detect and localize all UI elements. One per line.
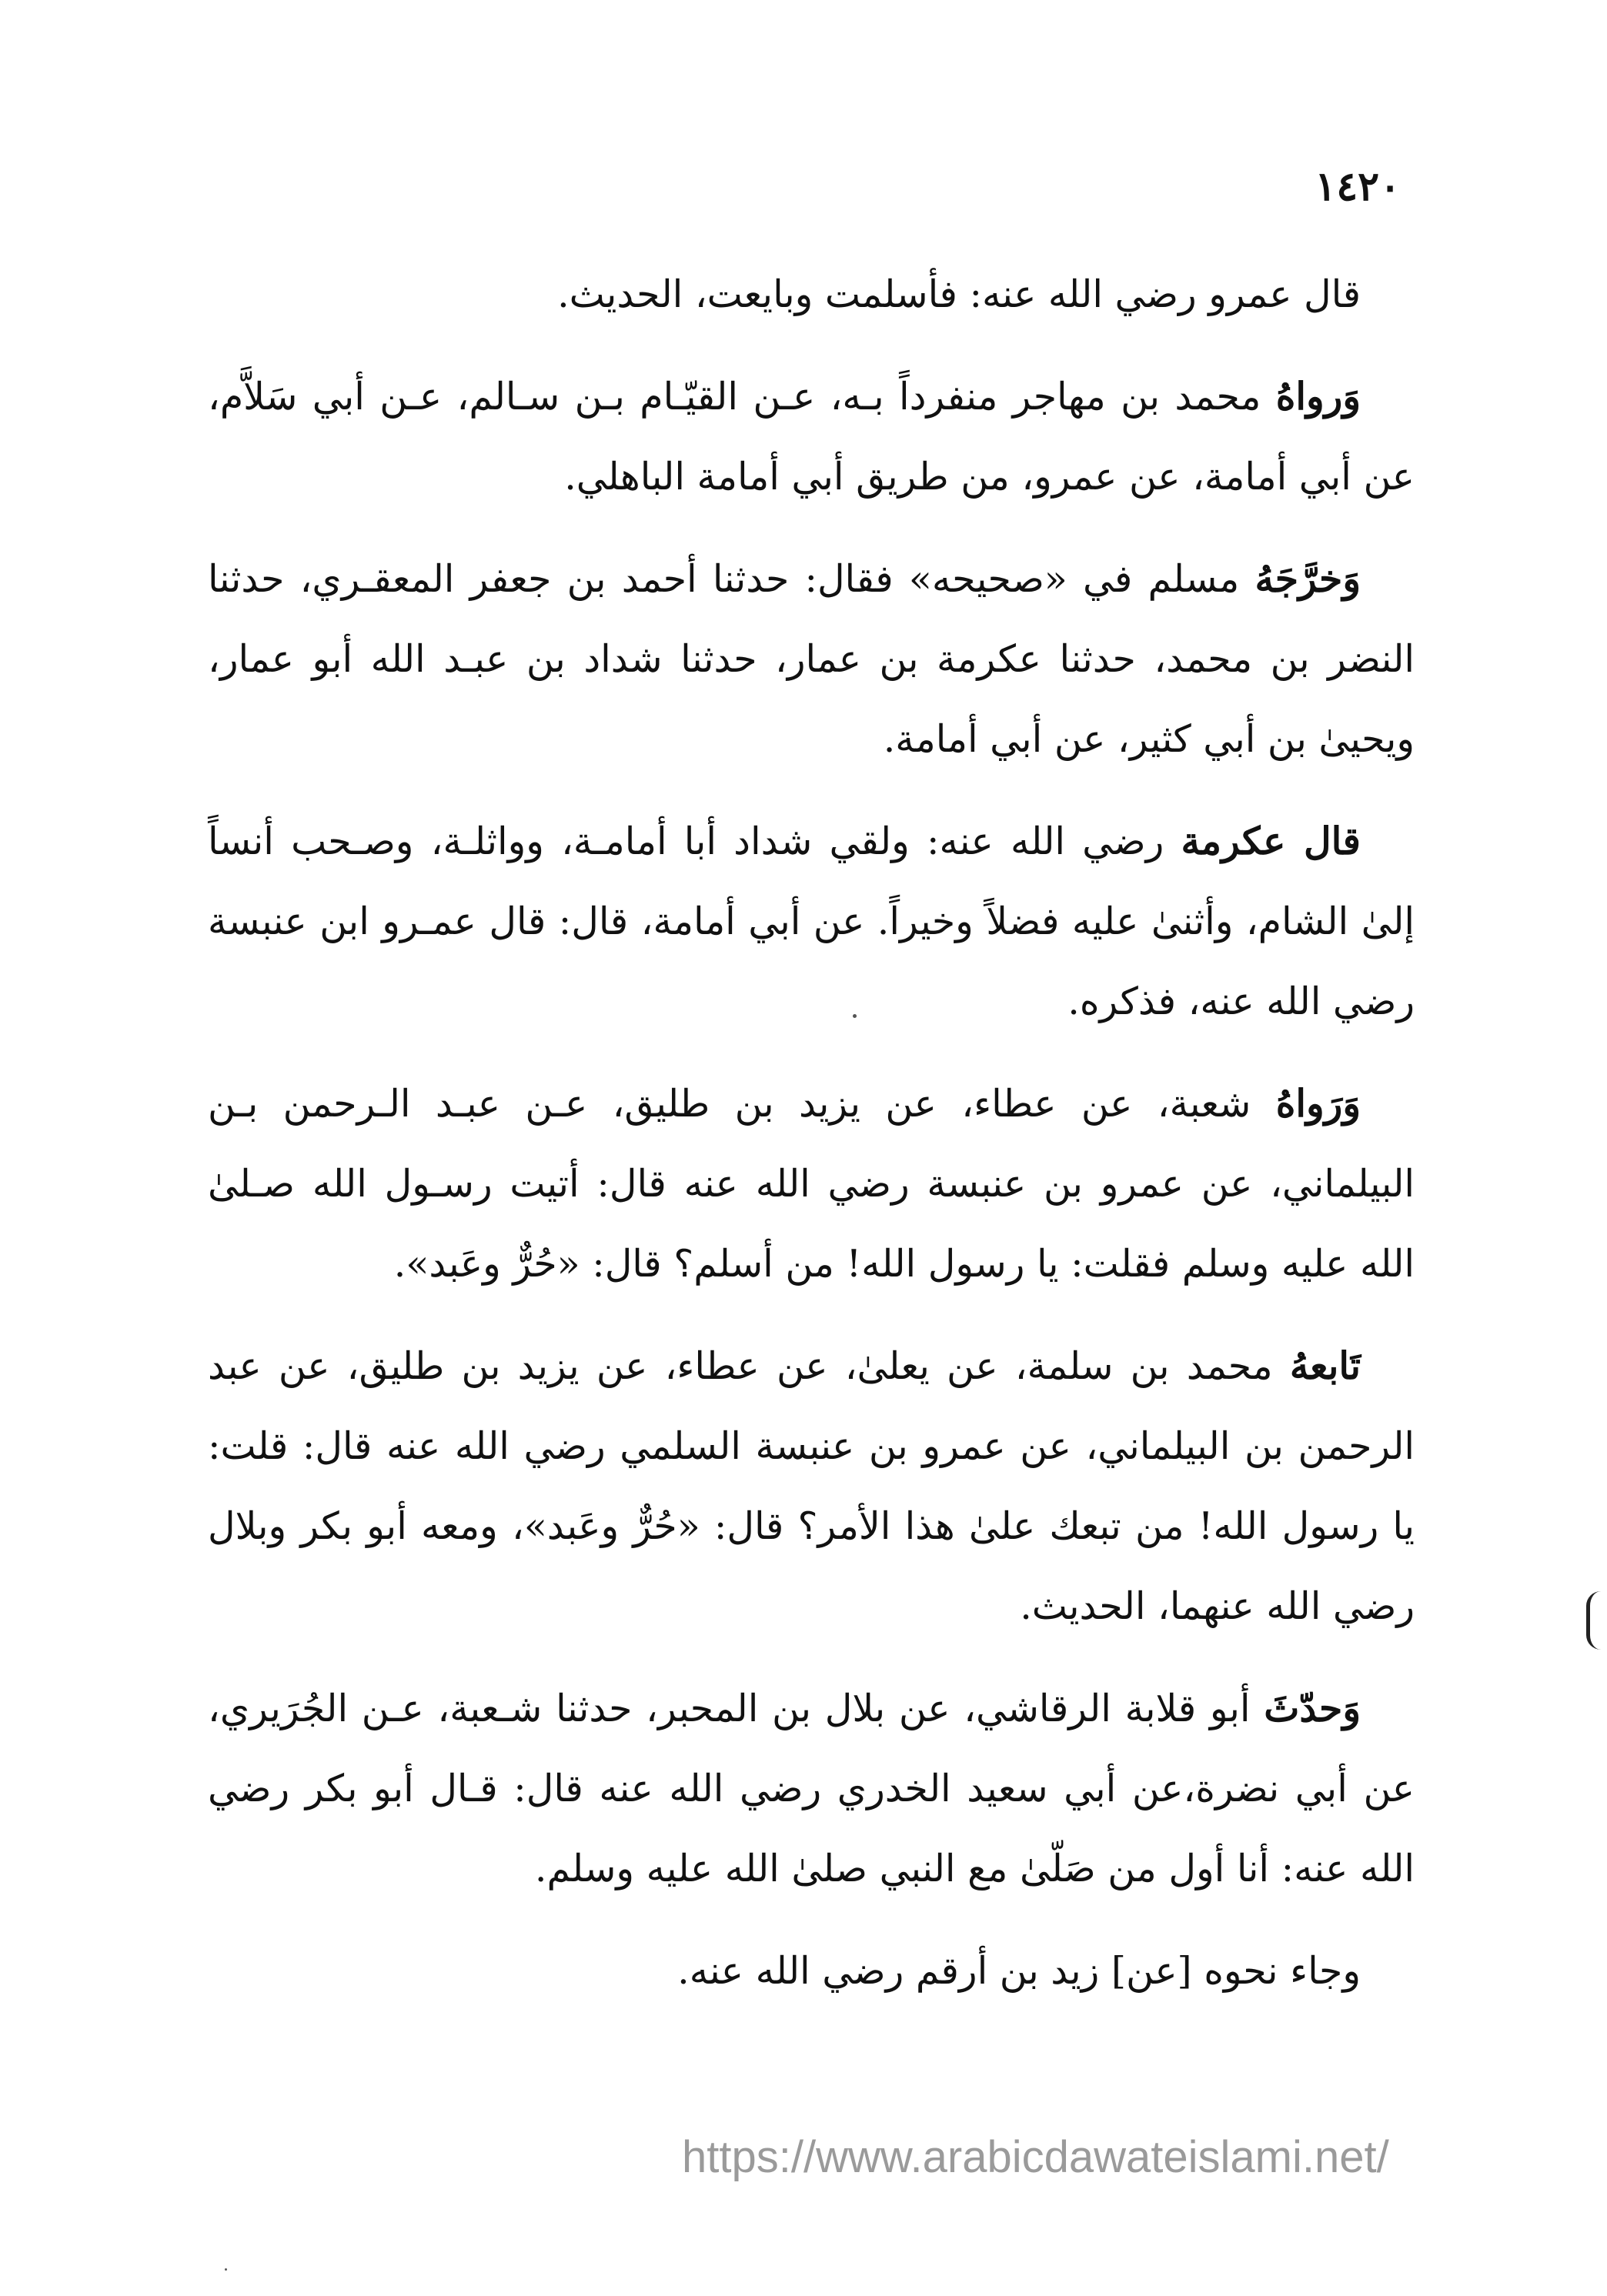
margin-bracket-mark bbox=[1586, 1591, 1601, 1650]
watermark-url[interactable]: https://www.arabicdawateislami.net/ bbox=[682, 2132, 1389, 2182]
paragraph-text: قال عمرو رضي الله عنه: فأسلمت وبايعت، الحديث. bbox=[557, 272, 1361, 316]
paragraph-1 bbox=[208, 254, 1415, 335]
page-body bbox=[208, 254, 1415, 2033]
paragraph-text: رضي الله عنه: ولقي شداد أبا أمامـة، وواثلـة، وصـحب أنساً إلىٰ الشام، وأثنىٰ عليه فضلاً وخيراً. عن أبي أمامة، قال: قال عمـرو ابن عنبسة رضي الله عنه، فذكره. bbox=[208, 819, 1415, 1023]
paragraph-lead: وَرَواهُ bbox=[1275, 1081, 1361, 1126]
paragraph-6 bbox=[208, 1326, 1415, 1647]
paragraph-8 bbox=[208, 1931, 1415, 2011]
paragraph-text: مسلم في «صحيحه» فقال: حدثنا أحمد بن جعفر المعقـري، حدثنا النضر بن محمد، حدثنا عكرمة بن عمار، حدثنا شداد بن عبـد الله أبو عمار، ويحيىٰ بن أبي كثير، عن أبي أمامة. bbox=[208, 557, 1415, 761]
scan-speck bbox=[853, 1014, 857, 1018]
paragraph-text: محمد بن سلمة، عن يعلىٰ، عن عطاء، عن يزيد بن طليق، عن عبد الرحمن بن البيلماني، عن عمرو بن عنبسة السلمي رضي الله عنه قال: قلت: يا رسول الله! من تبعك علىٰ هذا الأمر؟ قال: «حُرٌّ وعَبد»، ومعه أبو بكر وبلال رضي الله عنهما، الحديث. bbox=[208, 1344, 1415, 1628]
paragraph-5 bbox=[208, 1063, 1415, 1304]
paragraph-text: وجاء نحوه [عن] زيد بن أرقم رضي الله عنه. bbox=[677, 1949, 1361, 1993]
paragraph-7 bbox=[208, 1668, 1415, 1909]
paragraph-3 bbox=[208, 539, 1415, 779]
scan-speck bbox=[225, 2268, 227, 2271]
page-number: ١٤٢٠ bbox=[1315, 163, 1401, 210]
paragraph-lead: وَرواهُ bbox=[1275, 374, 1361, 419]
paragraph-lead: وَخرَّجَهُ bbox=[1255, 556, 1361, 601]
paragraph-text: أبو قلابة الرقاشي، عن بلال بن المحبر، حدثنا شـعبة، عـن الجُرَيري، عن أبي نضرة،عن أبي سعيد الخدري رضي الله عنه قال: قـال أبو بكر رضي الله عنه: أنا أول من صَلّىٰ مع النبي صلىٰ الله عليه وسلم. bbox=[208, 1687, 1415, 1891]
paragraph-lead: وَحدّثَ bbox=[1264, 1686, 1361, 1730]
paragraph-4 bbox=[208, 801, 1415, 1042]
paragraph-lead: تَابعهُ bbox=[1289, 1343, 1361, 1388]
paragraph-text: شعبة، عن عطاء، عن يزيد بن طليق، عـن عبـد الـرحمن بـن البيلماني، عن عمرو بن عنبسة رضي الله عنه قال: أتيت رسـول الله صـلىٰ الله عليه وسلم فقلت: يا رسول الله! من أسلم؟ قال: «حُرٌّ وعَبد». bbox=[208, 1082, 1415, 1286]
paragraph-text: محمد بن مهاجر منفرداً بـه، عـن القيّـام بـن سـالم، عـن أبي سَلاَّم، عن أبي أمامة، عن عمرو، من طريق أبي أمامة الباهلي. bbox=[208, 375, 1415, 499]
paragraph-2 bbox=[208, 356, 1415, 517]
paragraph-lead: قال عكرمة bbox=[1181, 819, 1361, 863]
